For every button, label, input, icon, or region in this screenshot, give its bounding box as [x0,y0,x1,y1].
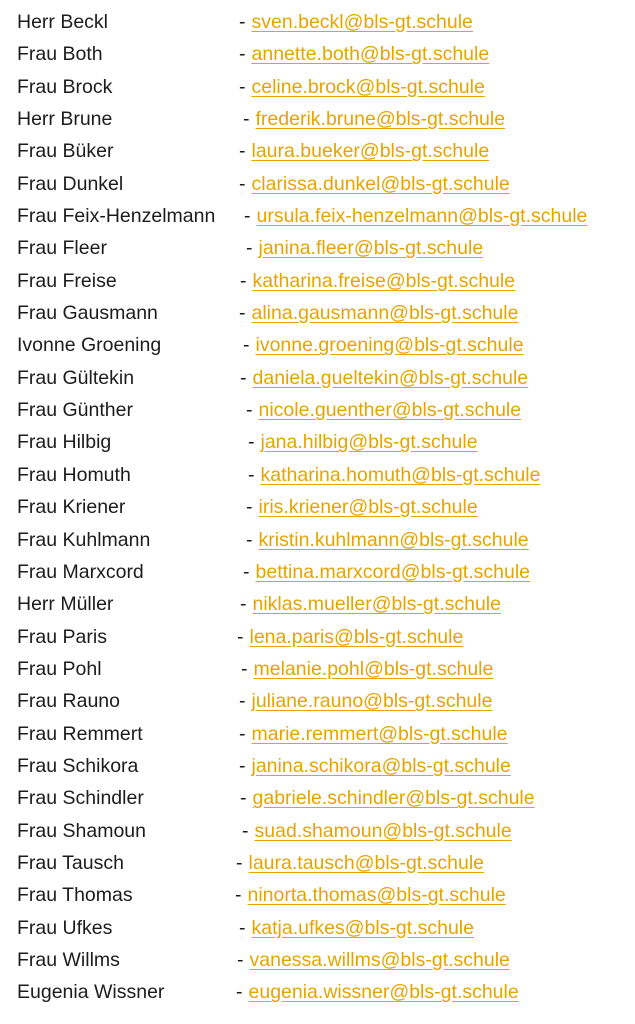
contact-row [0,71,635,103]
contact-row [0,815,635,847]
separator-dash: - [239,916,246,939]
contact-row [0,459,635,491]
contact-name: Frau Marxcord [17,560,144,583]
email-wrapper [248,426,478,458]
email-wrapper [240,588,501,620]
email-wrapper [236,976,519,1008]
email-link[interactable]: juliane.rauno@bls-gt.schule [251,690,493,713]
contact-name: Herr Beckl [17,11,109,33]
separator-dash: - [239,722,246,745]
contact-row [0,329,635,361]
contact-row [0,944,635,976]
email-link[interactable]: suad.shamoun@bls-gt.schule [254,819,512,842]
email-wrapper [243,103,505,135]
contact-row [0,556,635,588]
contact-name: Frau Rauno [17,690,120,713]
separator-dash: - [239,302,246,325]
email-wrapper [246,491,478,523]
contact-name: Frau Homuth [17,463,131,486]
email-wrapper [236,847,484,879]
email-link[interactable]: laura.bueker@bls-gt.schule [251,140,490,163]
separator-dash: - [239,75,246,98]
email-link[interactable]: jana.hilbig@bls-gt.schule [260,431,478,454]
contact-name: Frau Dunkel [17,172,124,195]
email-wrapper [239,297,518,329]
contact-name: Frau Feix-Henzelmann [17,205,216,228]
contact-row [0,362,635,394]
contact-list [0,6,635,1009]
contact-row [0,782,635,814]
separator-dash: - [239,140,246,163]
email-link[interactable]: celine.brock@bls-gt.schule [251,75,485,98]
email-link[interactable]: eugenia.wissner@bls-gt.schule [248,981,519,1004]
separator-dash: - [239,172,246,195]
separator-dash: - [235,884,242,907]
contact-name: Frau Büker [17,140,114,163]
email-wrapper [243,556,530,588]
email-wrapper [239,135,489,167]
separator-dash: - [239,43,246,66]
email-wrapper [240,782,535,814]
contact-name: Herr Müller [17,593,114,616]
email-link[interactable]: daniela.gueltekin@bls-gt.schule [252,366,529,389]
email-link[interactable]: katharina.homuth@bls-gt.schule [260,463,541,486]
separator-dash: - [239,690,246,713]
email-link[interactable]: janina.fleer@bls-gt.schule [258,237,484,260]
email-wrapper [242,815,512,847]
contact-name: Frau Gausmann [17,302,158,325]
email-link[interactable]: marie.remmert@bls-gt.schule [251,722,508,745]
contact-row [0,621,635,653]
contact-row [0,232,635,264]
email-wrapper [248,459,540,491]
contact-row [0,394,635,426]
contact-name: Frau Kriener [17,496,126,519]
contact-name: Frau Kuhlmann [17,528,151,551]
email-link[interactable]: nicole.guenther@bls-gt.schule [258,399,522,422]
contact-name: Frau Brock [17,75,113,98]
contact-name: Eugenia Wissner [17,981,165,1004]
email-wrapper [239,912,474,944]
contact-row [0,426,635,458]
contact-name: Herr Brune [17,108,113,131]
email-wrapper [246,524,529,556]
contact-row [0,265,635,297]
contact-name: Frau Schikora [17,754,139,777]
email-wrapper [240,362,528,394]
email-link[interactable]: janina.schikora@bls-gt.schule [251,754,511,777]
email-wrapper [241,653,493,685]
contact-row [0,653,635,685]
email-wrapper [239,750,511,782]
email-link[interactable]: laura.tausch@bls-gt.schule [248,851,484,874]
email-link[interactable]: ursula.feix-henzelmann@bls-gt.schule [256,205,588,228]
email-link[interactable]: katja.ufkes@bls-gt.schule [251,916,474,939]
separator-dash: - [248,431,255,454]
separator-dash: - [240,366,247,389]
separator-dash: - [243,334,250,357]
contact-row [0,524,635,556]
contact-row [0,976,635,1008]
separator-dash: - [237,625,244,648]
contact-name: Frau Pohl [17,657,102,680]
email-link[interactable]: melanie.pohl@bls-gt.schule [253,657,494,680]
email-wrapper [244,200,587,232]
contact-name: Frau Günther [17,399,133,422]
separator-dash: - [244,205,251,228]
email-link[interactable]: sven.beckl@bls-gt.schule [251,11,473,33]
email-link[interactable]: gabriele.schindler@bls-gt.schule [252,787,535,810]
contact-name: Frau Remmert [17,722,143,745]
email-link[interactable]: frederik.brune@bls-gt.schule [255,108,506,131]
email-link[interactable]: vanessa.willms@bls-gt.schule [249,948,510,971]
contact-name: Frau Fleer [17,237,107,260]
contact-name: Frau Thomas [17,884,133,907]
email-wrapper [237,944,510,976]
email-wrapper [239,168,510,200]
email-link[interactable]: lena.paris@bls-gt.schule [249,625,464,648]
separator-dash: - [237,948,244,971]
email-link[interactable]: alina.gausmann@bls-gt.schule [251,302,519,325]
contact-row [0,168,635,200]
contact-row [0,588,635,620]
contact-row [0,103,635,135]
separator-dash: - [242,819,249,842]
contact-name: Frau Shamoun [17,819,146,842]
contact-name: Frau Hilbig [17,431,112,454]
email-wrapper [246,394,521,426]
contact-name: Ivonne Groening [17,334,162,357]
email-link[interactable]: annette.both@bls-gt.schule [251,43,490,66]
contact-row [0,6,635,38]
contact-row [0,847,635,879]
contact-row [0,750,635,782]
email-wrapper [239,38,489,70]
email-wrapper [239,71,485,103]
email-wrapper [243,329,524,361]
email-link[interactable]: niklas.mueller@bls-gt.schule [252,593,501,616]
separator-dash: - [240,269,247,292]
contact-row [0,135,635,167]
separator-dash: - [248,463,255,486]
contact-row [0,879,635,911]
email-link[interactable]: katharina.freise@bls-gt.schule [252,269,516,292]
email-link[interactable]: ivonne.groening@bls-gt.schule [255,334,524,357]
email-link[interactable]: bettina.marxcord@bls-gt.schule [255,560,530,583]
email-link[interactable]: clarissa.dunkel@bls-gt.schule [251,172,510,195]
contact-name: Frau Freise [17,269,117,292]
separator-dash: - [243,560,250,583]
contact-row [0,718,635,750]
contact-row [0,297,635,329]
contact-row [0,912,635,944]
separator-dash: - [246,496,253,519]
separator-dash: - [246,528,253,551]
contact-name: Frau Tausch [17,851,124,874]
email-wrapper [237,621,463,653]
separator-dash: - [236,851,243,874]
contact-name: Frau Paris [17,625,107,648]
email-wrapper [239,685,492,717]
contact-row [0,685,635,717]
separator-dash: - [246,237,253,260]
separator-dash: - [241,657,248,680]
separator-dash: - [239,11,246,33]
contact-name: Frau Gültekin [17,366,135,389]
separator-dash: - [240,787,247,810]
email-wrapper [246,232,483,264]
email-wrapper [239,718,508,750]
email-link[interactable]: iris.kriener@bls-gt.schule [258,496,478,519]
contact-row [0,200,635,232]
email-wrapper [240,265,515,297]
email-link[interactable]: kristin.kuhlmann@bls-gt.schule [258,528,529,551]
separator-dash: - [239,754,246,777]
contact-row [0,491,635,523]
contact-name: Frau Ufkes [17,916,113,939]
separator-dash: - [243,108,250,131]
email-wrapper [239,6,473,38]
contact-name: Frau Willms [17,948,120,971]
separator-dash: - [236,981,243,1004]
email-wrapper [235,879,506,911]
contact-name: Frau Schindler [17,787,144,810]
separator-dash: - [246,399,253,422]
email-link[interactable]: ninorta.thomas@bls-gt.schule [247,884,506,907]
contact-name: Frau Both [17,43,103,66]
separator-dash: - [240,593,247,616]
contact-row [0,38,635,70]
